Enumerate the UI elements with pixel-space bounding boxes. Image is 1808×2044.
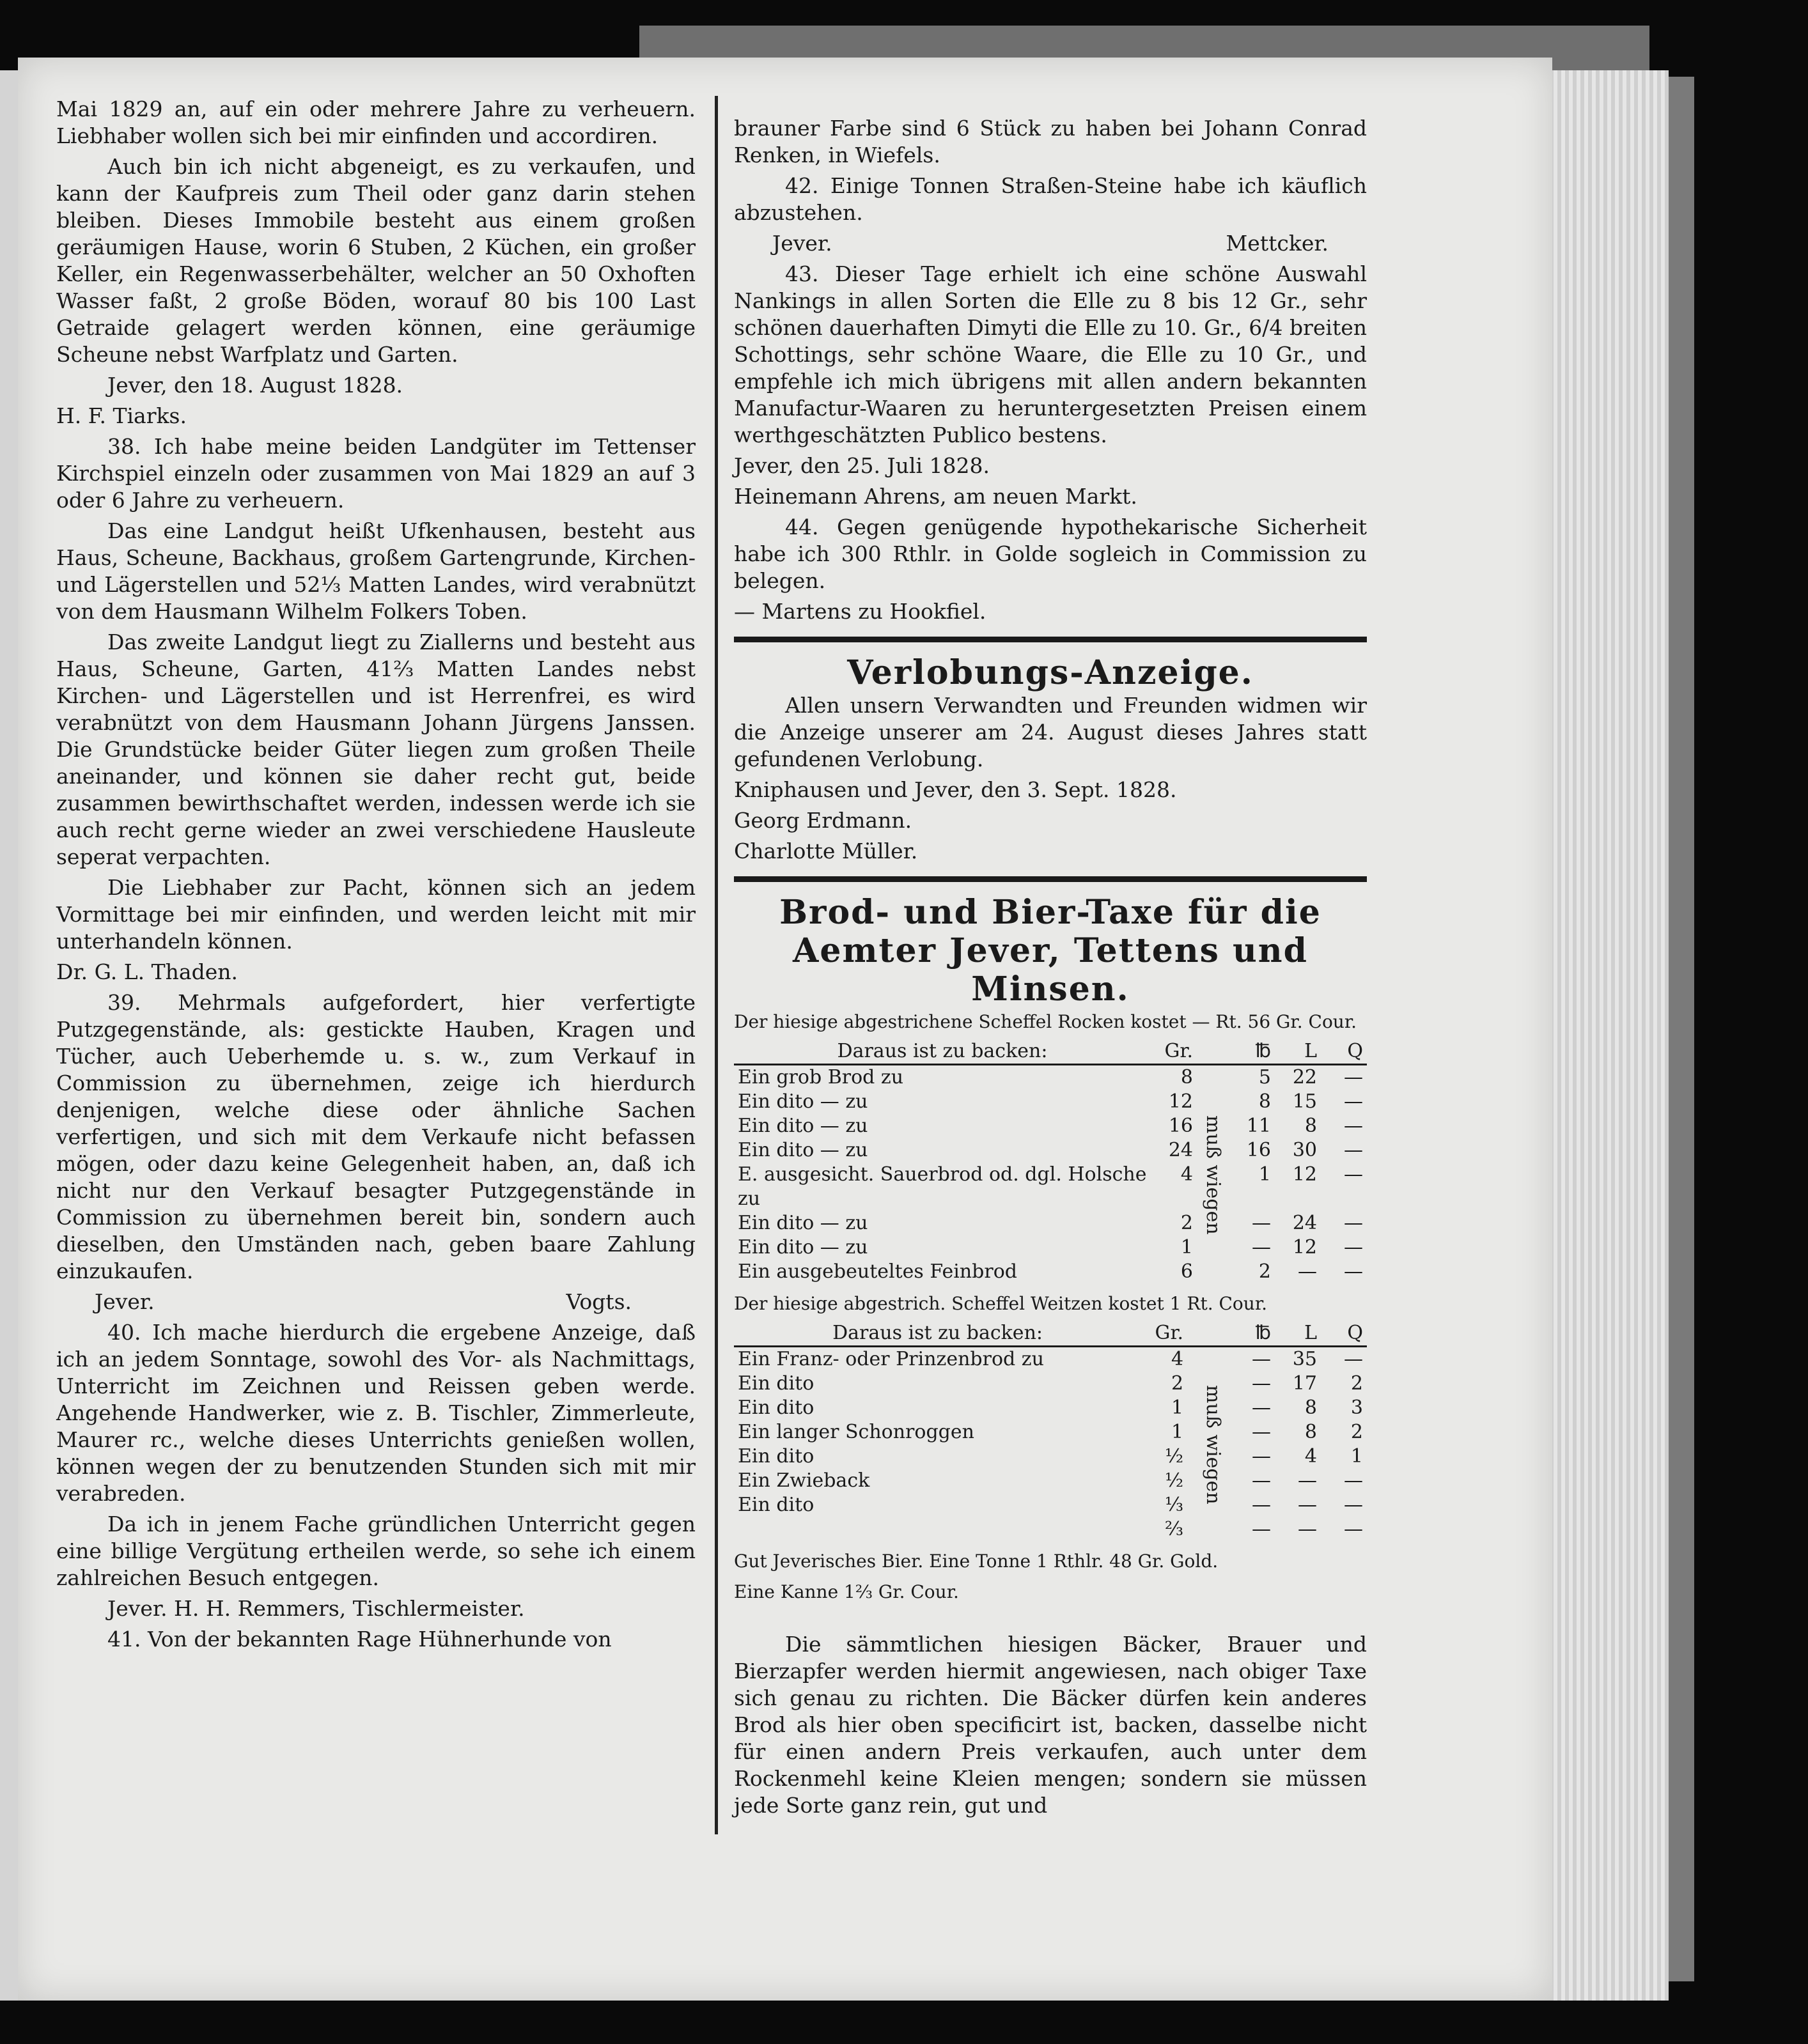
column-divider bbox=[715, 96, 718, 1834]
row-pfd: — bbox=[1252, 1469, 1271, 1492]
row-pfd: 8 bbox=[1258, 1090, 1271, 1113]
row-q: 2 bbox=[1350, 1372, 1363, 1395]
table-row bbox=[734, 1235, 1367, 1260]
right-p2-signature: Mettcker. bbox=[1226, 231, 1329, 256]
row-name: Ein dito bbox=[738, 1445, 814, 1467]
left-p10: Da ich in jenem Fache gründlichen Unterricht gegen eine billige Vergütung ertheilen werde, so sehe ich einem zahlreichen Besuch entgegen. bbox=[56, 1512, 696, 1590]
row-q: — bbox=[1344, 1236, 1363, 1258]
row-q: — bbox=[1344, 1212, 1363, 1234]
row-pfd: — bbox=[1252, 1348, 1271, 1370]
table-row bbox=[734, 1372, 1367, 1396]
left-p4: 38. Ich habe meine beiden Landgüter im Tettenser Kirchspiel einzeln oder zusammen von Mai 1829 an auf 3 oder 6 Jahre zu verheuern. bbox=[56, 434, 696, 513]
table-row bbox=[734, 1396, 1367, 1420]
wiegen-spacer bbox=[1197, 1039, 1229, 1065]
row-q: — bbox=[1344, 1348, 1363, 1370]
row-loth: 24 bbox=[1292, 1212, 1317, 1234]
left-p2: Auch bin ich nicht abgeneigt, es zu verkaufen, und kann der Kaufpreis zum Theil oder ganz darin stehen bleiben. Dieses Immobile besteht aus einem großen geräumigen Hause, worin 6 Stuben, 2 Küchen, ein großer Keller, ein Regenwasserbehälter, welcher an 50 Oxhoften Wasser faßt, 2 große Böden, worauf 80 bis 100 Last Getraide gelagert werden können, eine geräumige Scheune nebst Warfplatz und Garten. bbox=[56, 154, 696, 367]
right-p2: 42. Einige Tonnen Straßen-Steine habe ich käuflich abzustehen. bbox=[734, 173, 1367, 225]
col-loth-header: L bbox=[1304, 1040, 1317, 1062]
left-p7: Die Liebhaber zur Pacht, können sich an jedem Vormittage bei mir einfinden, und werden leicht mit mir unterhandeln können. bbox=[56, 875, 696, 954]
row-pfd: — bbox=[1252, 1518, 1271, 1540]
row-loth: 30 bbox=[1292, 1139, 1317, 1161]
table-row bbox=[734, 1260, 1367, 1284]
row-loth: 35 bbox=[1292, 1348, 1317, 1370]
row-pfd: — bbox=[1252, 1236, 1271, 1258]
table-row bbox=[734, 1347, 1367, 1372]
left-p3-signature: H. F. Tiarks. bbox=[56, 403, 187, 428]
daraus-label: Daraus ist zu backen: bbox=[832, 1322, 1043, 1344]
col-q-header: Q bbox=[1347, 1040, 1363, 1062]
weitzen-table bbox=[734, 1321, 1367, 1542]
row-loth: 17 bbox=[1292, 1372, 1317, 1395]
left-p8-signature: Vogts. bbox=[566, 1289, 632, 1314]
right-p2-place: Jever. bbox=[772, 231, 832, 256]
row-q: — bbox=[1344, 1469, 1363, 1492]
row-gr: ½ bbox=[1165, 1445, 1184, 1467]
row-name: Ein dito — zu bbox=[738, 1139, 868, 1161]
row-name: Ein dito — zu bbox=[738, 1212, 868, 1234]
section-rule bbox=[734, 876, 1367, 882]
table-row bbox=[734, 1065, 1367, 1090]
row-gr: 24 bbox=[1168, 1139, 1193, 1161]
row-loth: 15 bbox=[1292, 1090, 1317, 1113]
verlobung-title: Verlobungs-Anzeige. bbox=[847, 653, 1254, 692]
table-row bbox=[734, 1114, 1367, 1138]
weitzen-table-header bbox=[734, 1321, 1367, 1347]
rocken-table bbox=[734, 1039, 1367, 1284]
row-loth: 22 bbox=[1292, 1066, 1317, 1088]
daraus-label: Daraus ist zu backen: bbox=[837, 1040, 1048, 1062]
row-name bbox=[734, 1517, 1141, 1542]
table-row bbox=[734, 1090, 1367, 1114]
bier-line-2: Eine Kanne 1⅔ Gr. Cour. bbox=[734, 1581, 959, 1602]
rocken-price-line: Der hiesige abgestrichene Scheffel Rocken kostet — Rt. 56 Gr. Cour. bbox=[734, 1011, 1357, 1032]
row-name: Ein dito bbox=[738, 1494, 814, 1516]
row-pfd: 5 bbox=[1258, 1066, 1271, 1088]
final-paragraph: Die sämmtlichen hiesigen Bäcker, Brauer und Bierzapfer werden hiermit angewiesen, nach obiger Taxe sich genau zu richten. Die Bäcker dürfen kein anderes Brod als hier oben specificirt ist, backen, dasselbe nicht für einen andern Preis verkaufen, auch unter dem Rockenmehl keine Kleien mengen; sondern sie müssen jede Sorte ganz rein, gut und bbox=[734, 1632, 1367, 1818]
row-pfd: 1 bbox=[1258, 1163, 1271, 1186]
row-loth: — bbox=[1298, 1518, 1317, 1540]
row-pfd: — bbox=[1252, 1397, 1271, 1419]
row-name: Ein Zwieback bbox=[738, 1469, 870, 1492]
row-gr: 4 bbox=[1171, 1348, 1184, 1370]
row-name: Ein langer Schonroggen bbox=[738, 1421, 974, 1443]
table-row bbox=[734, 1138, 1367, 1163]
row-q: — bbox=[1344, 1139, 1363, 1161]
row-gr: ½ bbox=[1165, 1469, 1184, 1492]
right-p4-signature: — Martens zu Hookfiel. bbox=[734, 599, 986, 624]
left-p3: Jever, den 18. August 1828. bbox=[107, 373, 403, 398]
row-loth: — bbox=[1298, 1260, 1317, 1283]
row-gr: 1 bbox=[1180, 1236, 1193, 1258]
table-row bbox=[734, 1469, 1367, 1493]
row-pfd: — bbox=[1252, 1445, 1271, 1467]
row-gr: 16 bbox=[1168, 1115, 1193, 1137]
row-pfd: 2 bbox=[1258, 1260, 1271, 1283]
left-p6: Das zweite Landgut liegt zu Ziallerns und besteht aus Haus, Scheune, Garten, 41⅔ Matten Landes nebst Kirchen- und Lägerstellen und ist Herrenfrei, es wird verabnützt von dem Hausmann Johann Jürgens Janssen. Die Grundstücke beider Güter liegen zum großen Theile aneinander, und können sie daher recht gut, beide zusammen bewirthschaftet werden, indessen werde ich sie auch recht gerne wieder an zwei verschiedene Hausleute seperat verpachten. bbox=[56, 630, 696, 869]
left-column bbox=[56, 96, 696, 1657]
row-gr: 12 bbox=[1168, 1090, 1193, 1113]
verlobung-signature-1: Georg Erdmann. bbox=[734, 808, 912, 833]
row-q: — bbox=[1344, 1260, 1363, 1283]
row-loth: 8 bbox=[1304, 1115, 1317, 1137]
left-p7-signature: Dr. G. L. Thaden. bbox=[56, 959, 238, 984]
table-row bbox=[734, 1163, 1367, 1211]
right-column bbox=[734, 115, 1367, 1823]
section-rule bbox=[734, 637, 1367, 642]
col-pfd-header: ℔ bbox=[1255, 1040, 1271, 1062]
bier-line-1: Gut Jeverisches Bier. Eine Tonne 1 Rthlr. 48 Gr. Gold. bbox=[734, 1551, 1219, 1572]
right-p3-date: Jever, den 25. Juli 1828. bbox=[734, 453, 990, 478]
row-q: — bbox=[1344, 1115, 1363, 1137]
row-name: Ein ausgebeuteltes Feinbrod bbox=[738, 1260, 1017, 1283]
row-loth: — bbox=[1298, 1494, 1317, 1516]
row-pfd: 16 bbox=[1246, 1139, 1271, 1161]
right-p2-footer bbox=[734, 230, 1367, 261]
table-row bbox=[734, 1420, 1367, 1444]
row-pfd: — bbox=[1252, 1372, 1271, 1395]
row-q: — bbox=[1344, 1494, 1363, 1516]
table-row bbox=[734, 1444, 1367, 1469]
row-gr: ⅔ bbox=[1165, 1518, 1184, 1540]
row-gr: 1 bbox=[1171, 1421, 1184, 1443]
verlobung-text: Allen unsern Verwandten und Freunden widmen wir die Anzeige unserer am 24. August dieses Jahres statt gefundenen Verlobung. bbox=[734, 693, 1367, 771]
page-fore-edge bbox=[1534, 70, 1669, 2001]
col-gr-header: Gr. bbox=[1164, 1040, 1193, 1062]
left-p5: Das eine Landgut heißt Ufkenhausen, besteht aus Haus, Scheune, Backhaus, großem Gartengrunde, Kirchen- und Lägerstellen und 52⅓ Matten Landes, wird verabnützt von dem Hausmann Wilhelm Folkers Toben. bbox=[56, 518, 696, 624]
col-loth-header: L bbox=[1304, 1322, 1317, 1344]
left-p8-footer bbox=[56, 1289, 696, 1319]
row-pfd: — bbox=[1252, 1494, 1271, 1516]
row-gr: 2 bbox=[1171, 1372, 1184, 1395]
row-gr: 2 bbox=[1180, 1212, 1193, 1234]
taxe-title: Brod- und Bier-Taxe für die Aemter Jever, Tettens und Minsen. bbox=[779, 893, 1321, 1009]
row-name: Ein dito bbox=[738, 1397, 814, 1419]
row-name: Ein dito — zu bbox=[738, 1090, 868, 1113]
table-row bbox=[734, 1211, 1367, 1235]
col-q-header: Q bbox=[1347, 1322, 1363, 1344]
row-q: 1 bbox=[1350, 1445, 1363, 1467]
row-pfd: — bbox=[1252, 1421, 1271, 1443]
weitzen-price-line: Der hiesige abgestrich. Scheffel Weitzen kostet 1 Rt. Cour. bbox=[734, 1293, 1268, 1314]
col-pfd-header: ℔ bbox=[1255, 1322, 1271, 1344]
row-name: E. ausgesicht. Sauerbrod od. dgl. Holsche zu bbox=[738, 1163, 1147, 1210]
row-q: 3 bbox=[1350, 1397, 1363, 1419]
right-p4: 44. Gegen genügende hypothekarische Sicherheit habe ich 300 Rthlr. in Golde sogleich in Commission zu belegen. bbox=[734, 515, 1367, 593]
row-loth: 4 bbox=[1304, 1445, 1317, 1467]
row-gr: 8 bbox=[1180, 1066, 1193, 1088]
row-loth: 12 bbox=[1292, 1236, 1317, 1258]
left-p8-place: Jever. bbox=[95, 1289, 155, 1314]
wiegen-label: muß wiegen bbox=[1202, 1115, 1224, 1235]
verlobung-date: Kniphausen und Jever, den 3. Sept. 1828. bbox=[734, 777, 1177, 802]
row-pfd: 11 bbox=[1246, 1115, 1271, 1137]
left-p9: 40. Ich mache hierdurch die ergebene Anzeige, daß ich an jedem Sonntage, sowohl des Vor- als Nachmittags, Unterricht im Zeichnen und Reissen geben werde. Angehende Handwerker, wie z. B. Tischler, Zimmerleute, Maurer rc., welche dieses Unterrichts genießen wollen, können wegen der zu benutzenden Stunden sich mit mir verabreden. bbox=[56, 1320, 696, 1506]
row-name: Ein dito — zu bbox=[738, 1236, 868, 1258]
rocken-table-header bbox=[734, 1039, 1367, 1065]
row-loth: — bbox=[1298, 1469, 1317, 1492]
row-q: — bbox=[1344, 1090, 1363, 1113]
left-p11: 41. Von der bekannten Rage Hühnerhunde von bbox=[107, 1627, 612, 1652]
newspaper-page bbox=[18, 58, 1552, 2001]
row-q: 2 bbox=[1350, 1421, 1363, 1443]
row-q: — bbox=[1344, 1163, 1363, 1186]
verlobung-signature-2: Charlotte Müller. bbox=[734, 839, 918, 863]
row-q: — bbox=[1344, 1518, 1363, 1540]
left-p10-signature: Jever. H. H. Remmers, Tischlermeister. bbox=[107, 1596, 525, 1621]
row-name: Ein dito bbox=[738, 1372, 814, 1395]
row-loth: 12 bbox=[1292, 1163, 1317, 1186]
left-p1: Mai 1829 an, auf ein oder mehrere Jahre zu verheuern. Liebhaber wollen sich bei mir einfinden und accordiren. bbox=[56, 97, 696, 148]
left-p8: 39. Mehrmals aufgefordert, hier verfertigte Putzgegenstände, als: gestickte Hauben, Kragen und Tücher, auch Ueberhemde u. s. w., zum Verkauf in Commission zu übernehmen, zeige ich hierdurch denjenigen, welche diese oder ähnliche Sachen verfertigen, und sich mit dem Verkaufe nicht befassen mögen, oder dazu keine Gelegenheit haben, an, daß ich nicht nur den Verkauf besagter Putzgegenstände in Commission zu übernehmen bereit bin, sondern auch dieselben, den Umständen nach, geben baare Zahlung einzukaufen. bbox=[56, 990, 696, 1283]
right-p1: brauner Farbe sind 6 Stück zu haben bei Johann Conrad Renken, in Wiefels. bbox=[734, 116, 1367, 167]
col-gr-header: Gr. bbox=[1155, 1322, 1184, 1344]
table-row bbox=[734, 1493, 1367, 1517]
right-p3: 43. Dieser Tage erhielt ich eine schöne Auswahl Nankings in allen Sorten die Elle zu 8 bis 12 Gr., sehr schönen dauerhaften Dimyti die Elle zu 10. Gr., 6/4 breiten Schottings, sehr schöne Waare, die Elle zu 10 Gr., und empfehle ich mich übrigens mit allen andern bekannten Manufactur-Waaren zu heruntergesetzten Preisen einem werthgeschätzten Publico bestens. bbox=[734, 261, 1367, 447]
row-q: — bbox=[1344, 1066, 1363, 1088]
row-pfd: — bbox=[1252, 1212, 1271, 1234]
right-p3-signature: Heinemann Ahrens, am neuen Markt. bbox=[734, 484, 1137, 509]
row-name: Ein dito — zu bbox=[738, 1115, 868, 1137]
row-gr: 1 bbox=[1171, 1397, 1184, 1419]
row-gr: ⅓ bbox=[1165, 1494, 1184, 1516]
row-gr: 4 bbox=[1180, 1163, 1193, 1186]
row-loth: 8 bbox=[1304, 1421, 1317, 1443]
wiegen-spacer bbox=[1187, 1321, 1229, 1347]
wiegen-label: muß wiegen bbox=[1202, 1384, 1224, 1505]
row-loth: 8 bbox=[1304, 1397, 1317, 1419]
table-row bbox=[734, 1517, 1367, 1542]
row-gr: 6 bbox=[1180, 1260, 1193, 1283]
row-name: Ein Franz- oder Prinzenbrod zu bbox=[738, 1348, 1044, 1370]
row-name: Ein grob Brod zu bbox=[738, 1066, 904, 1088]
